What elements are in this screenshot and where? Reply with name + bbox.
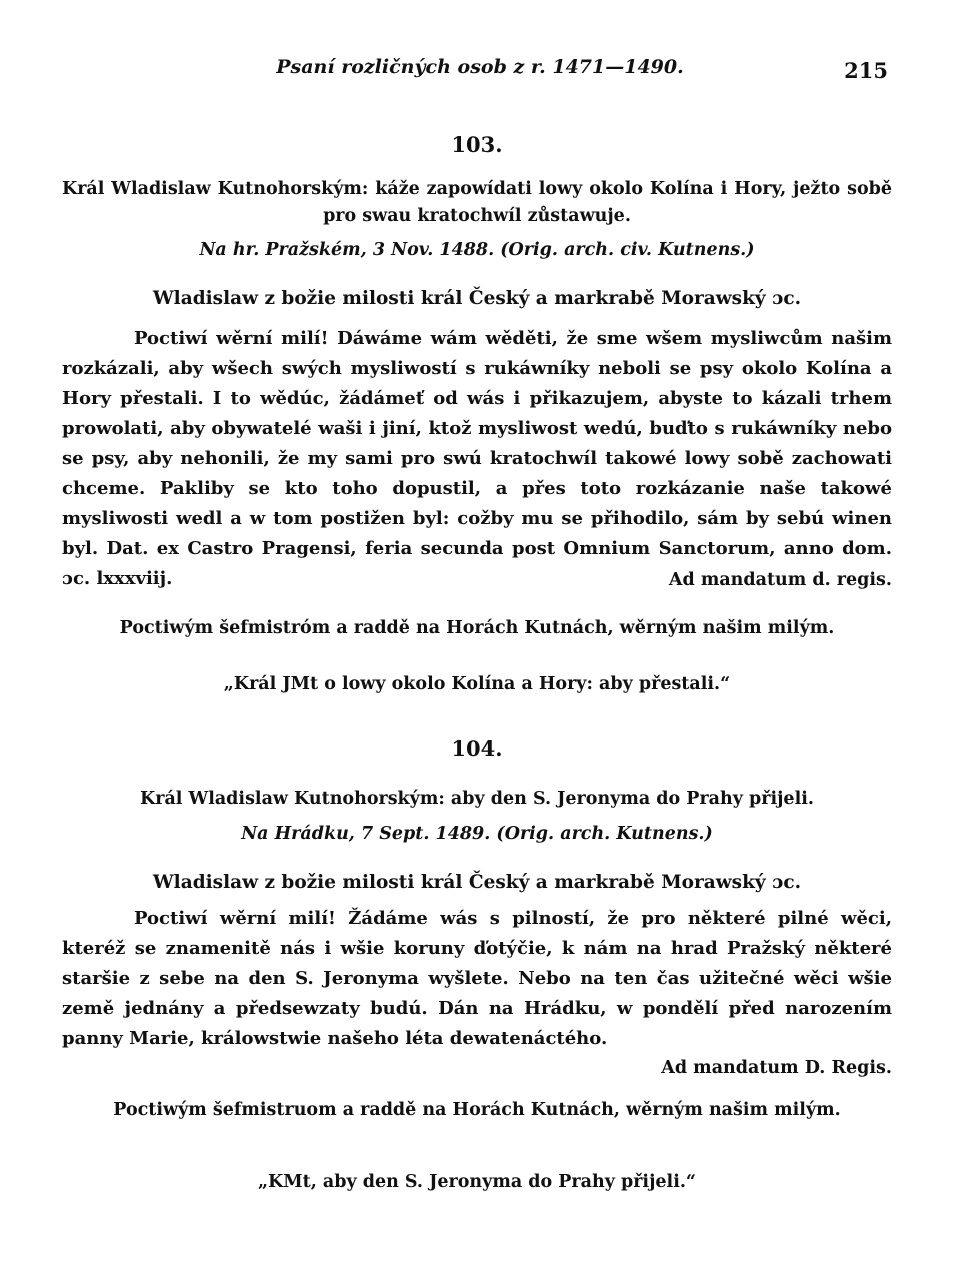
- intitulatio: Wladislaw z božie milosti král Český a markrabě Morawský ɔc.: [152, 288, 802, 309]
- letter-body: Poctiwí wěrní milí! Dáwáme wám wěděti, že sme wšem mysliwcům našim rozkázali, aby wšech swých mysliwostí s rukáwníky neboli se psy okolo Kolína a Hory přestali. I to wědúc, žádámeť od wás i přikazujem, abyste to kázali trhem prowolati, aby obywatelé waši i jiní, ktož mysliwost wedú, buďto s rukáwníky nebo se psy, aby nehonili, že my sami pro swú kratochwíl takowé lowy sobě zachowati chceme. Pakliby se kto toho dopustil, a přes toto rozkázanie naše takowé mysliwosti wedl a w tom postižen byl: cožby mu se přihodilo, sám by sebú winen byl. Dat. ex Castro Pragensi, feria secunda post Omnium Sanctorum, anno dom. ɔc. lxxxviij.: [62, 328, 892, 589]
- page-number: 215: [844, 58, 888, 83]
- document-summary: Král Wladislaw Kutnohorským: káže zapowídati lowy okolo Kolína i Hory, ježto sobě pro swau kratochwíl zůstawuje.: [62, 179, 892, 226]
- document-number: 104.: [451, 736, 503, 761]
- intitulatio: Wladislaw z božie milosti král Český a markrabě Morawský ɔc.: [152, 872, 802, 893]
- mandate-note: Ad mandatum D. Regis.: [661, 1058, 892, 1078]
- dorsal-note: „KMt, aby den S. Jeronyma do Prahy přijeli.“: [257, 1172, 696, 1192]
- document-number: 103.: [451, 132, 503, 157]
- dateline: Na hr. Pražském, 3 Nov. 1488. (Orig. arch. civ. Kutnens.): [199, 240, 755, 260]
- running-title: Psaní rozličných osob z r. 1471—1490.: [276, 56, 684, 78]
- mandate-note: Ad mandatum d. regis.: [668, 570, 892, 590]
- dorsal-note: „Král JMt o lowy okolo Kolína a Hory: aby přestali.“: [223, 674, 731, 694]
- address-line: Poctiwým šefmistruom a raddě na Horách Kutnách, wěrným našim milým.: [113, 1100, 841, 1120]
- dateline: Na Hrádku, 7 Sept. 1489. (Orig. arch. Kutnens.): [241, 824, 713, 844]
- running-head: [0, 56, 960, 86]
- letter-body: Poctiwí wěrní milí! Žádáme wás s pilností, že pro některé pilné wěci, kteréž se znamenitě nás i wšie koruny ďotýčie, k nám na hrad Pražský některé staršie z sebe na den S. Jeronyma wyšlete. Nebo na ten čas užitečné wěci wšie země jednány a předsewzaty budú. Dán na Hrádku, w pondělí před narozením panny Marie, králowstwie našeho léta dewatenáctého.: [62, 908, 892, 1049]
- document-summary: Král Wladislaw Kutnohorským: aby den S. Jeronyma do Prahy přijeli.: [140, 789, 814, 809]
- address-line: Poctiwým šefmistróm a raddě na Horách Kutnách, wěrným našim milým.: [119, 618, 835, 638]
